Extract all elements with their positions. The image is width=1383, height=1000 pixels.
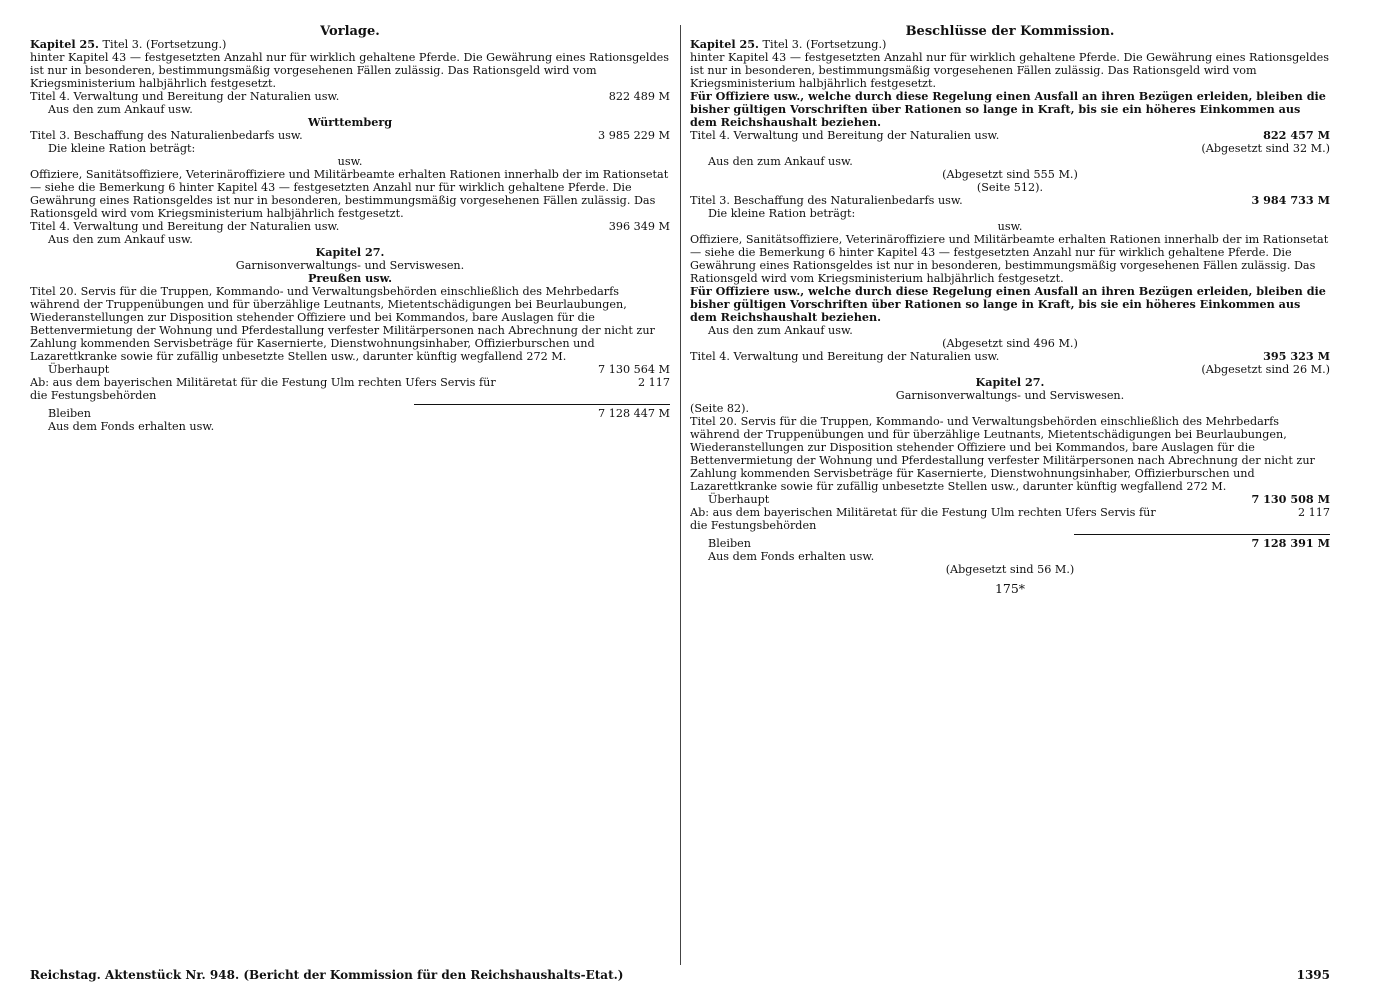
beschluesse-column bbox=[690, 25, 1330, 965]
r-titel4: Titel 4. Verwaltung und Bereitung der Naturalien usw. bbox=[690, 129, 1000, 142]
l-titel4: Titel 4. Verwaltung und Bereitung der Naturalien usw. bbox=[30, 90, 340, 103]
r-w-bold: Für Offiziere usw., welche durch diese Regelung einen Ausfall an ihren Bezügen erleiden, bleiben die bisher gültigen Vorschriften über Rationen so lange in Kraft, bis sie ein höheres Einkommen aus dem Reichshaushalt beziehen. bbox=[690, 284, 1326, 324]
r-w-titel3: Titel 3. Beschaffung des Naturalienbedarfs usw. bbox=[690, 194, 963, 207]
l-bleiben-amt: 7 128 447 M bbox=[598, 407, 670, 420]
r-k25-text: hinter Kapitel 43 — festgesetzten Anzahl nur für wirklich gehaltene Pferde. Die Gewährung eines Rationsgeldes ist nur in besonderen, bestimmungsmäßig vorgesehenen Fällen zulässig. Das Rationsgeld wird vom Kriegsministerium halbjährlich festgesetzt. bbox=[690, 51, 1329, 90]
r-ueberhaupt-amt: 7 130 508 M bbox=[1251, 492, 1330, 506]
r-wuerttemberg: (Seite 512). bbox=[976, 181, 1044, 194]
l-w-titel4-amt: 396 349 M bbox=[608, 220, 670, 233]
l-w-titel3: Titel 3. Beschaffung des Naturalienbedarfs usw. bbox=[30, 129, 303, 142]
r-rest2-abgesetzt: (Abgesetzt sind 496 M.) bbox=[942, 337, 1078, 350]
l-ab: Ab: aus dem bayerischen Militäretat für die Festung Ulm rechten Ufers Servis für die Festungsbehörden bbox=[30, 376, 496, 402]
r-sum-rule bbox=[1074, 534, 1330, 535]
r-k25-bold: Für Offiziere usw., welche durch diese Regelung einen Ausfall an ihren Bezügen erleiden, bleiben die bisher gültigen Vorschriften über Rationen so lange in Kraft, bis sie ein höheres Einkommen aus dem Reichshaushalt beziehen. bbox=[690, 89, 1326, 129]
column-divider bbox=[680, 25, 681, 965]
l-k27-sub: Garnisonverwaltungs- und Serviswesen. bbox=[235, 259, 465, 272]
r-bleiben-amt: 7 128 391 M bbox=[1251, 536, 1330, 550]
l-w-text: Offiziere, Sanitätsoffiziere, Veterinäroffiziere und Militärbeamte erhalten Rationen innerhalb der im Rationsetat — siehe die Bemerkung 6 hinter Kapitel 43 — festgesetzten Anzahl nur für wirklich gehaltene Pferde. Die Gewährung eines Rationsgeldes ist nur in besonderen, bestimmungsmäßig vorgesehenen Fällen zulässig. Das Rationsgeld wird vom Kriegsministerium halbjährlich festgesetzt. bbox=[30, 168, 669, 220]
l-ueberhaupt-amt: 7 130 564 M bbox=[598, 363, 670, 376]
r-w-titel4-abgesetzt: (Abgesetzt sind 26 M.) bbox=[1201, 363, 1330, 376]
r-w-usw: usw. bbox=[997, 220, 1023, 233]
header-page-number: 1395 bbox=[1296, 968, 1330, 982]
r-w-titel4-amt: 395 323 M bbox=[1263, 349, 1330, 363]
l-w-titel3-amt: 3 985 229 M bbox=[598, 129, 670, 142]
page-header-line bbox=[30, 968, 1330, 983]
beschluesse-title: Beschlüsse der Kommission. bbox=[905, 25, 1115, 39]
l-rest2: Aus den zum Ankauf usw. bbox=[48, 233, 193, 246]
r-w-titel4: Titel 4. Verwaltung und Bereitung der Naturalien usw. bbox=[690, 350, 1000, 363]
l-rest1: Aus den zum Ankauf usw. bbox=[48, 103, 193, 116]
l-ab-amt: 2 117 bbox=[637, 376, 670, 389]
r-ab-amt: 2 117 bbox=[1297, 506, 1330, 519]
r-rest2: Aus den zum Ankauf usw. bbox=[708, 324, 853, 337]
l-k27-titel20: Titel 20. Servis für die Truppen, Kommando- und Verwaltungsbehörden einschließlich des Mehrbedarfs während der Truppenübungen und für überzählige Leutnants, Mietentschädigungen bei Beurlaubungen, Wiederanstellungen zur Disposition stehender Offiziere und bei Kommandos, bare Auslagen für die Bettenvermietung der Wohnung und Pferdestallung verfester Militärpersonen nach Abrechnung der nicht zur Zahlung kommenden Servisbeträge für Kasernierte, Dienstwohnungsinhaber, Offizierburschen und Lazarettkranke sowie für zufällig unbesetzte Stellen usw., darunter künftig wegfallend 272 M. bbox=[30, 285, 655, 363]
r-k25-title: Kapitel 25. bbox=[690, 37, 759, 51]
r-k27-sub: Garnisonverwaltungs- und Serviswesen. bbox=[895, 389, 1125, 402]
l-ueberhaupt: Überhaupt bbox=[48, 363, 110, 376]
l-preussen: Preußen usw. bbox=[307, 271, 393, 285]
l-w-ration: Die kleine Ration beträgt: bbox=[48, 142, 196, 155]
l-k25-text: hinter Kapitel 43 — festgesetzten Anzahl nur für wirklich gehaltene Pferde. Die Gewährung eines Rationsgeldes ist nur in besonderen, bestimmungsmäßig vorgesehenen Fällen zulässig. Das Rationsgeld wird vom Kriegsministerium halbjährlich festgesetzt. bbox=[30, 51, 669, 90]
r-preussen: (Seite 82). bbox=[690, 402, 750, 415]
r-fonds-abgesetzt: (Abgesetzt sind 56 M.) bbox=[945, 563, 1075, 576]
l-sum-rule bbox=[414, 404, 670, 405]
sheet-signature: 175* bbox=[994, 581, 1026, 596]
dfg-sidebar bbox=[2, 600, 20, 1000]
l-w-usw: usw. bbox=[337, 155, 363, 168]
r-w-titel3-amt: 3 984 733 M bbox=[1251, 193, 1330, 207]
l-k25-title: Kapitel 25. bbox=[30, 37, 99, 51]
r-titel4-abgesetzt: (Abgesetzt sind 32 M.) bbox=[1201, 142, 1330, 155]
l-k27-title: Kapitel 27. bbox=[315, 245, 385, 259]
l-titel4-amt: 822 489 M bbox=[608, 90, 670, 103]
r-fonds: Aus dem Fonds erhalten usw. bbox=[708, 550, 875, 563]
r-w-ration: Die kleine Ration beträgt: bbox=[708, 207, 856, 220]
r-w-text: Offiziere, Sanitätsoffiziere, Veterinäroffiziere und Militärbeamte erhalten Rationen innerhalb der im Rationsetat — siehe die Bemerkung 6 hinter Kapitel 43 — festgesetzten Anzahl nur für wirklich gehaltene Pferde. Die Gewährung eines Rationsgeldes ist nur in besonderen, bestimmungsmäßig vorgesehenen Fällen zulässig. Das Rationsgeld wird vom Kriegsministerium halbjährlich festgesetzt. bbox=[690, 233, 1329, 285]
r-k25-titel3: Titel 3. (Fortsetzung.) bbox=[762, 38, 887, 51]
r-k27-title: Kapitel 27. bbox=[975, 375, 1045, 389]
l-k25-titel3: Titel 3. (Fortsetzung.) bbox=[102, 38, 227, 51]
r-rest1-abgesetzt: (Abgesetzt sind 555 M.) bbox=[942, 168, 1078, 181]
r-k27-titel20: Titel 20. Servis für die Truppen, Kommando- und Verwaltungsbehörden einschließlich des Mehrbedarfs während der Truppenübungen und für überzählige Leutnants, Mietentschädigungen bei Beurlaubungen, Wiederanstellungen zur Disposition stehender Offiziere und bei Kommandos, bare Auslagen für die Bettenvermietung der Wohnung und Pferdestallung verfester Militärpersonen nach Abrechnung der nicht zur Zahlung kommenden Servisbeträge für Kasernierte, Dienstwohnungsinhaber, Offizierburschen und Lazarettkranke sowie für zufällig unbesetzte Stellen usw., darunter künftig wegfallend 272 M. bbox=[690, 415, 1315, 493]
vorlage-title: Vorlage. bbox=[320, 25, 380, 39]
header-left-text: Reichstag. Aktenstück Nr. 948. (Bericht der Kommission für den Reichshaushalts-Etat.) bbox=[30, 968, 624, 982]
l-w-titel4: Titel 4. Verwaltung und Bereitung der Naturalien usw. bbox=[30, 220, 340, 233]
r-titel4-amt: 822 457 M bbox=[1263, 128, 1330, 142]
l-bleiben: Bleiben bbox=[48, 407, 91, 420]
vorlage-column bbox=[30, 25, 670, 965]
l-fonds: Aus dem Fonds erhalten usw. bbox=[48, 420, 215, 433]
r-bleiben: Bleiben bbox=[708, 537, 751, 550]
r-ab: Ab: aus dem bayerischen Militäretat für die Festung Ulm rechten Ufers Servis für die Festungsbehörden bbox=[690, 506, 1156, 532]
l-wuerttemberg: Württemberg bbox=[307, 115, 393, 129]
r-rest1: Aus den zum Ankauf usw. bbox=[708, 155, 853, 168]
r-ueberhaupt: Überhaupt bbox=[708, 493, 770, 506]
